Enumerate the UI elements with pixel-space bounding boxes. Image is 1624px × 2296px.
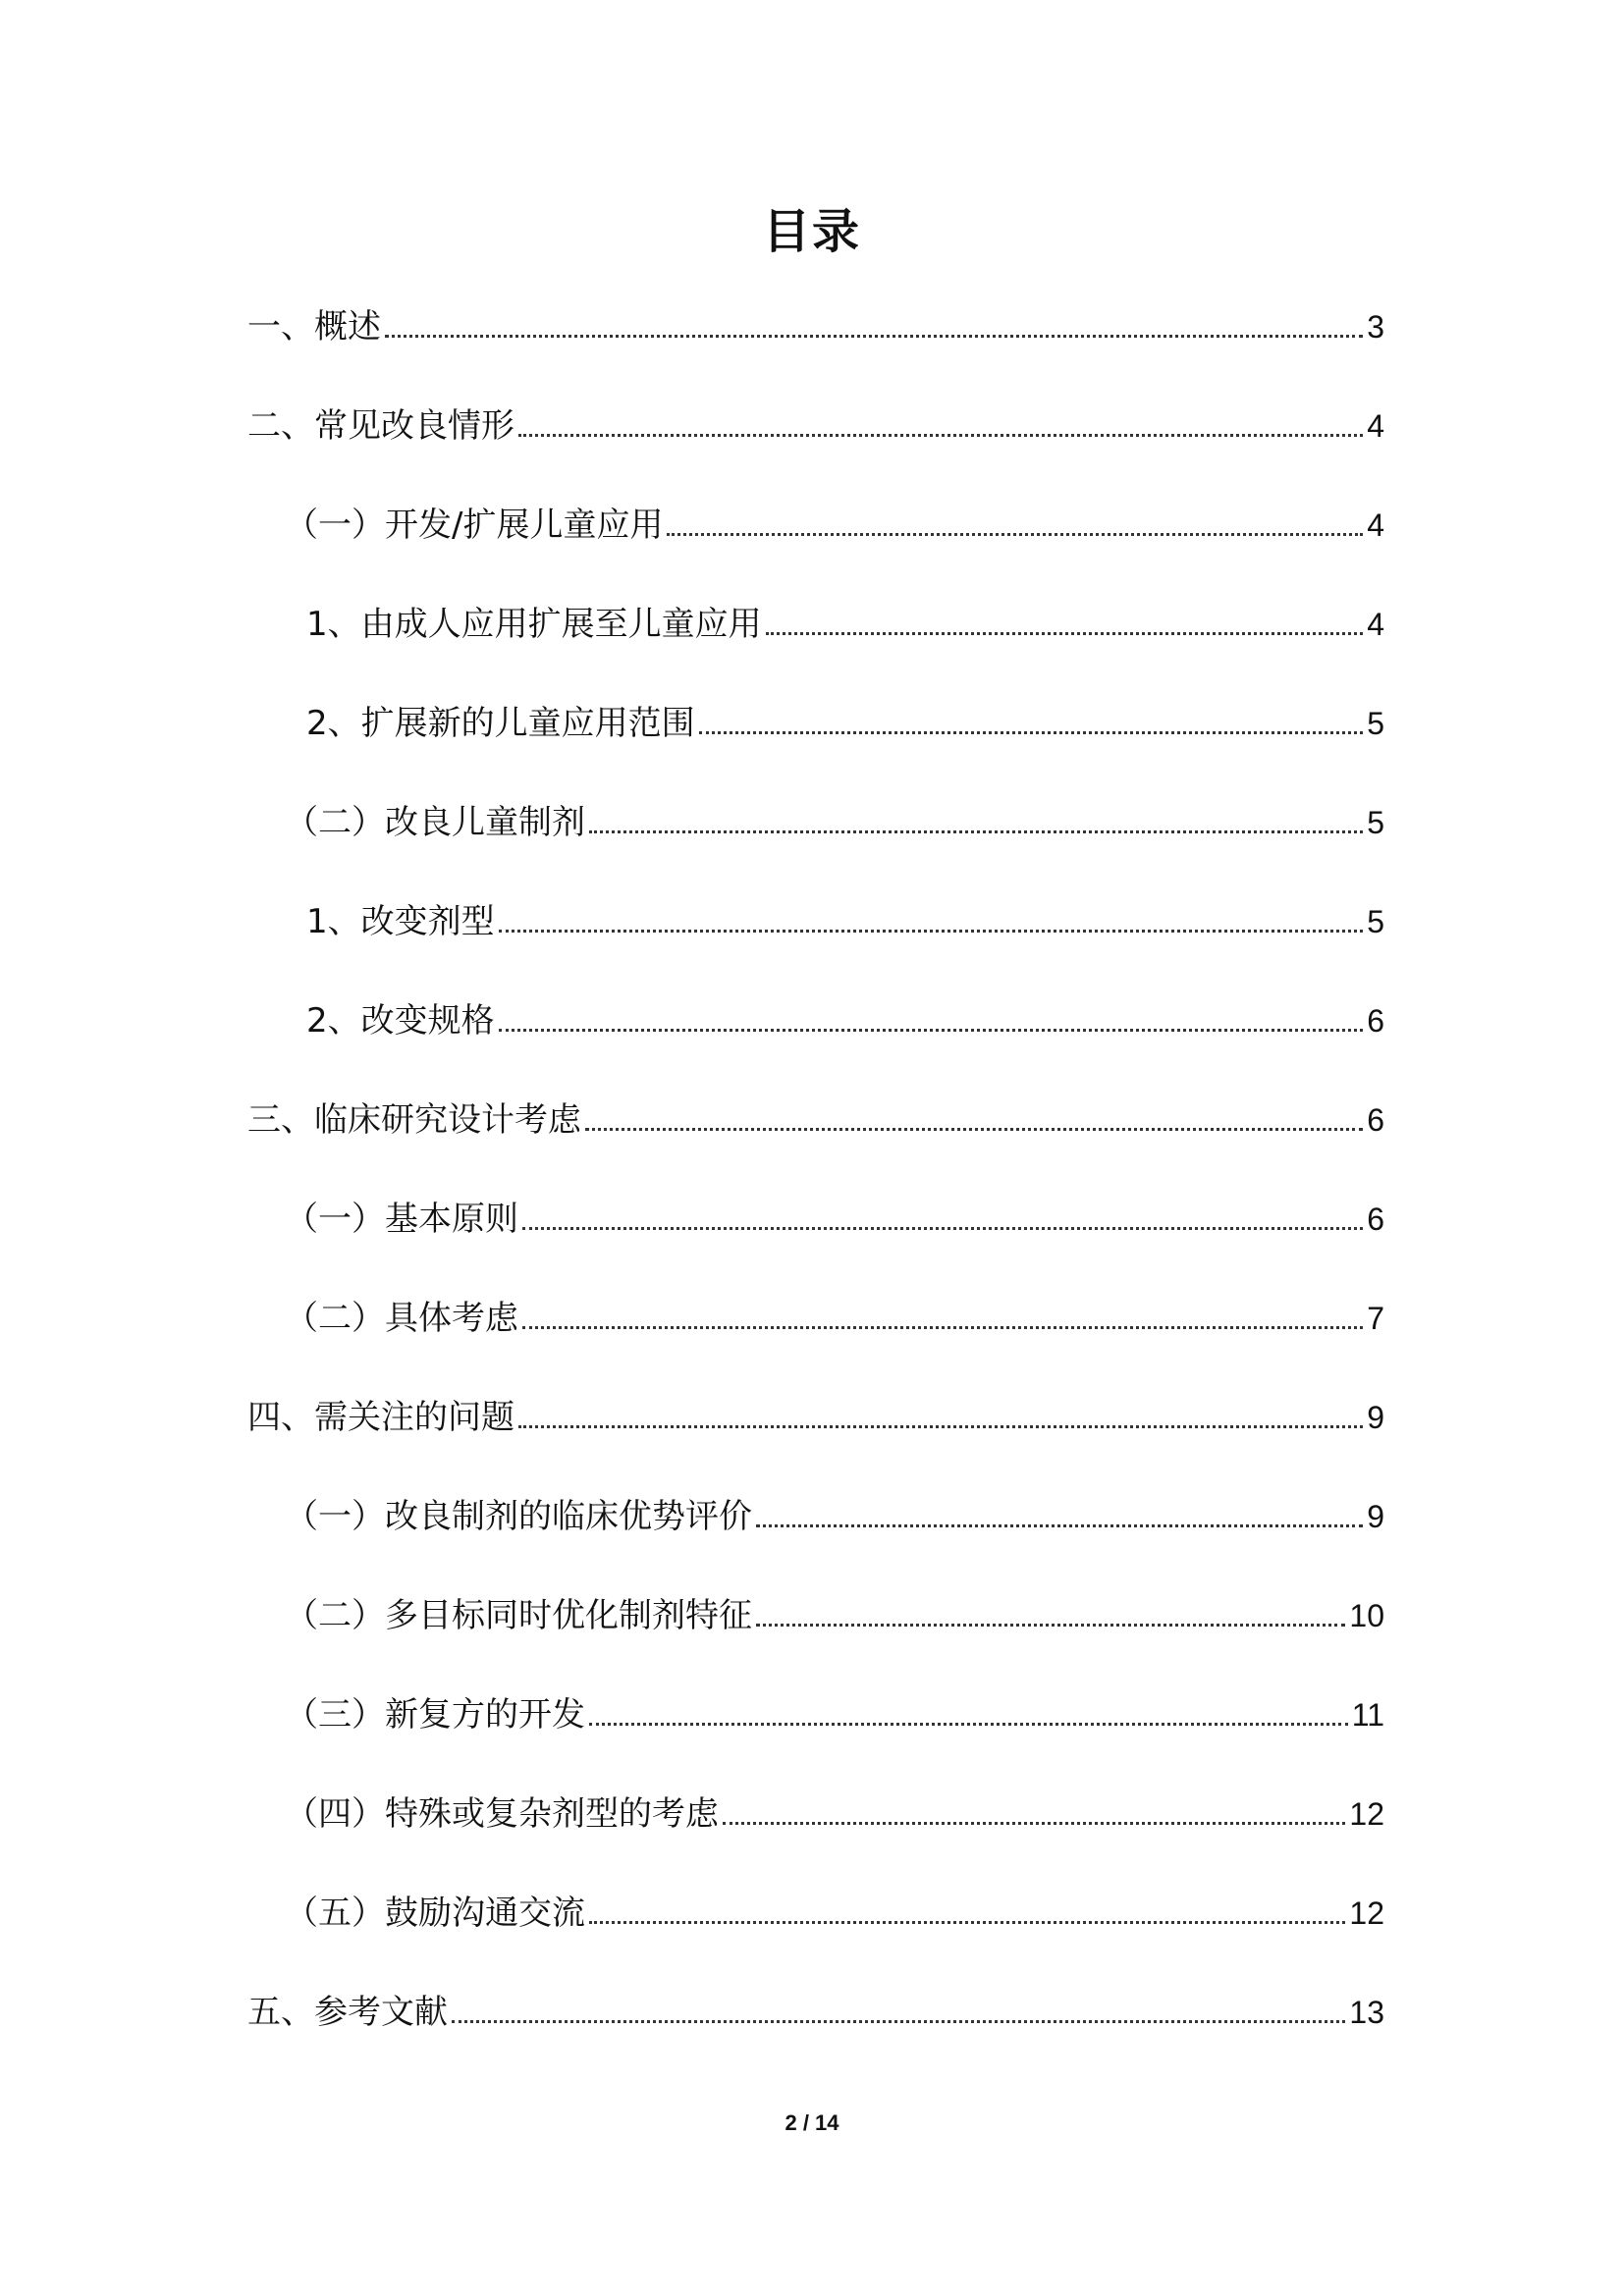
toc-entry-label: 一、概述 [247,307,381,347]
toc-entry-label: 四、需关注的问题 [247,1398,514,1437]
toc-dot-leader [756,1524,1363,1527]
toc-dot-leader [522,1227,1363,1230]
toc-entry-label: （一）开发/扩展儿童应用 [285,506,664,545]
toc-entry-label: 2、扩展新的儿童应用范围 [306,704,695,743]
toc-entry-label: （二）改良儿童制剂 [285,803,585,842]
toc-entry-page: 5 [1367,805,1384,840]
toc-entry-page: 5 [1367,706,1384,741]
toc-entry-label: （四）特殊或复杂剂型的考虑 [285,1794,719,1834]
toc-entry-page: 4 [1367,507,1384,543]
toc-entry-page: 13 [1349,1995,1384,2030]
toc-dot-leader [766,632,1364,635]
toc-entry-multi-objective[interactable] [285,1590,1384,1637]
toc-entry-change-dosage-form[interactable] [306,896,1384,943]
toc-dot-leader [522,1326,1363,1329]
toc-entry-label: 五、参考文献 [247,1993,448,2032]
toc-entry-change-strength[interactable] [306,995,1384,1042]
toc-dot-leader [589,1921,1345,1924]
toc-entry-page: 9 [1367,1499,1384,1534]
toc-dot-leader [518,434,1363,437]
toc-entry-specific-considerations[interactable] [285,1293,1384,1340]
toc-dot-leader [589,1723,1348,1726]
toc-entry-references[interactable] [247,1987,1384,2034]
toc-entry-common-improvements[interactable] [247,400,1384,448]
toc-entry-adult-to-pediatric[interactable] [306,599,1384,646]
toc-entry-label: （二）多目标同时优化制剂特征 [285,1596,752,1635]
toc-entry-label: （一）改良制剂的临床优势评价 [285,1497,752,1536]
toc-entry-new-compound[interactable] [285,1689,1384,1736]
toc-entry-label: 1、由成人应用扩展至儿童应用 [306,605,762,644]
toc-entry-page: 5 [1367,904,1384,939]
toc-dot-leader [518,1425,1363,1428]
page-title: 目录 [762,204,861,259]
toc-dot-leader [585,1128,1363,1131]
toc-entry-label: 三、临床研究设计考虑 [247,1100,581,1140]
toc-entry-label: （三）新复方的开发 [285,1695,585,1735]
toc-entry-improved-formulation[interactable] [285,797,1384,844]
toc-dot-leader [452,2020,1345,2023]
page-indicator: 2 / 14 [785,2110,839,2135]
toc-entry-page: 11 [1351,1697,1384,1733]
toc-entry-label: 二、常见改良情形 [247,406,514,446]
toc-entry-page: 12 [1349,1896,1384,1931]
toc-entry-page: 3 [1367,309,1384,345]
toc-entry-communication[interactable] [285,1888,1384,1935]
toc-entry-label: （一）基本原则 [285,1200,518,1239]
toc-entry-label: （五）鼓励沟通交流 [285,1894,585,1933]
toc-entry-complex-dosage[interactable] [285,1789,1384,1836]
toc-entry-overview[interactable] [247,301,1384,348]
toc-entry-page: 7 [1367,1301,1384,1336]
toc-entry-clinical-advantage[interactable] [285,1491,1384,1538]
toc-entry-label: （二）具体考虑 [285,1299,518,1338]
toc-entry-page: 4 [1367,607,1384,642]
toc-entry-page: 4 [1367,408,1384,444]
toc-dot-leader [699,731,1364,734]
toc-entry-new-pediatric-scope[interactable] [306,698,1384,745]
toc-entry-page: 6 [1367,1201,1384,1237]
toc-dot-leader [499,930,1364,933]
toc-dot-leader [667,533,1363,536]
toc-entry-page: 9 [1367,1400,1384,1435]
toc-entry-page: 6 [1367,1102,1384,1138]
toc-entry-page: 6 [1367,1003,1384,1039]
toc-dot-leader [589,830,1363,833]
toc-entry-pediatric-application[interactable] [285,500,1384,547]
toc-entry-issues[interactable] [247,1392,1384,1439]
toc-entry-basic-principles[interactable] [285,1194,1384,1241]
toc-dot-leader [723,1822,1345,1825]
toc-dot-leader [499,1029,1364,1032]
toc-dot-leader [385,335,1363,338]
toc-entry-clinical-design[interactable] [247,1095,1384,1142]
toc-entry-label: 2、改变规格 [306,1001,495,1041]
toc-entry-page: 10 [1349,1598,1384,1633]
toc-entry-label: 1、改变剂型 [306,902,495,941]
toc-entry-page: 12 [1349,1796,1384,1832]
toc-dot-leader [756,1624,1345,1627]
